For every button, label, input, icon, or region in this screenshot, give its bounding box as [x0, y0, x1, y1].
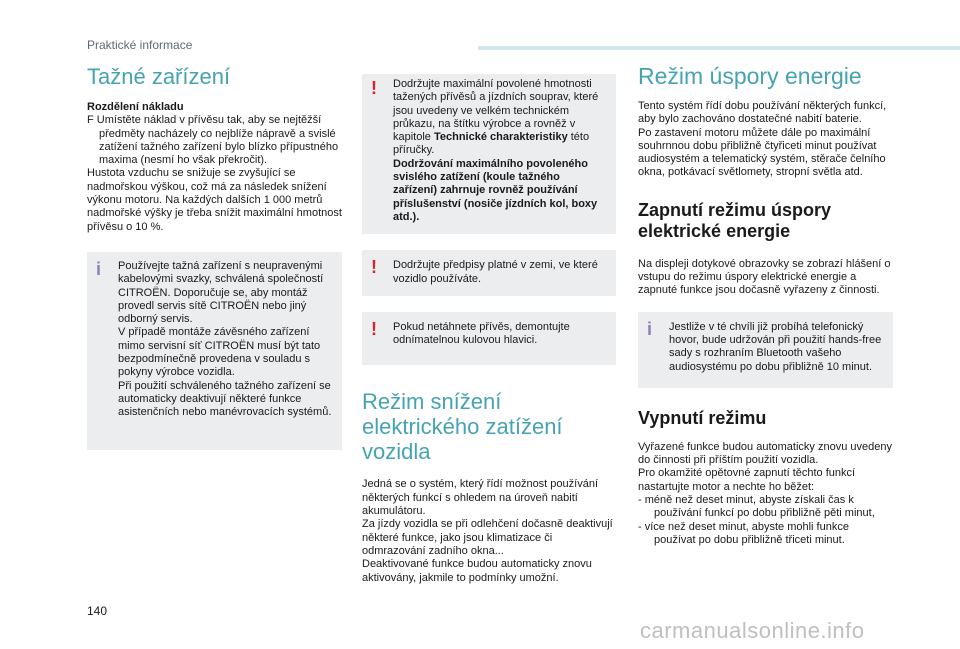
- chapter-ref: Technické charakteristiky: [433, 131, 568, 144]
- dash-text-1: méně než deset minut, abyste získali čas k používání funkcí po dobu přibližně pěti minut,: [644, 494, 875, 520]
- paragraph-load-2: Za jízdy vozidla se při odlehčení dočasně deaktivují některé funkce, jako jsou klimatizace či odmrazování zadního okna...: [362, 518, 613, 557]
- section-title-load-reduction: Režim snížení elektrického zatížení vozidla: [362, 389, 563, 465]
- warning-icon: !: [371, 257, 377, 278]
- warning-box-ball: [362, 312, 616, 366]
- warning-box-regulations: [362, 250, 616, 296]
- warning-vertical-load: Dodržování maximálního povoleného svislého zatížení (koule tažného zařízení) zahrnuje rovněž používání příslušenství (nosiče jízdních kol, boxy atd.).: [393, 157, 598, 223]
- subsection-title-activation: Zapnutí režimu úspory elektrické energie: [638, 199, 832, 241]
- warning-box-weights: [362, 74, 616, 234]
- column-load-reduction: [362, 74, 616, 585]
- bullet-icon: F: [87, 114, 94, 127]
- info-icon: i: [647, 318, 653, 339]
- paragraph-energy-1: Tento systém řídí dobu používání některých funkcí, aby bylo zachováno dostatečné nabití baterie.: [638, 100, 887, 126]
- subsection-title-deactivation: Vypnutí režimu: [638, 407, 767, 428]
- bullet-text: Umístěte náklad v přívěsu tak, aby se nejtěžší předměty nacházely co nejblíže nápravě a svislé zatížení tažného zařízení bylo blízko přípustného maxima (nesmí ho však překročit).: [96, 114, 339, 167]
- info-icon: i: [96, 258, 102, 279]
- info-line-3: Při použití schváleného tažného zařízení se automaticky deaktivují některé funkce asistenčních nebo manévrovacích systémů.: [118, 379, 332, 419]
- paragraph-energy-2: Po zastavení motoru můžete dále po maximální souhrnnou dobu přibližně čtyřiceti minut používat audiosystém a telematický systém, stěrače čelního okna, potkávací světlomety, stropní světla atd.: [638, 126, 886, 179]
- column-energy-economy: [638, 64, 893, 547]
- warning-weights-end: této příručky.: [393, 131, 590, 157]
- info-box-phone: [638, 312, 893, 388]
- paragraph-altitude: Hustota vzduchu se snižuje se zvyšující se nadmořskou výškou, což má za následek snížení výkonu motoru. Na každých dalších 1 000 metrů nadmořské výšky je třeba snížit maximální hmotnost přívěsu o 10 %.: [87, 167, 342, 233]
- warning-weights-text: [393, 78, 606, 158]
- info-line-2: V případě montáže závěsného zařízení mimo servisní síť CITROËN musí být tato bezpodmínečně provedena v souladu s pokyny výrobce vozidla.: [118, 326, 321, 379]
- running-header: Praktické informace: [87, 38, 193, 52]
- header-bar: [478, 46, 960, 50]
- warning-icon: !: [371, 78, 377, 98]
- section-title-energy-economy: Režim úspory energie: [638, 63, 862, 89]
- dash-marker: -: [638, 520, 642, 533]
- warning-icon: !: [371, 318, 377, 339]
- dash-item: [638, 494, 893, 521]
- info-phone-text: Jestliže v té chvíli již probíhá telefonický hovor, bude udržován při použití hands-free sady s rozhraním Bluetooth vašeho audiosystému po dobu přibližně 10 minut.: [669, 320, 882, 373]
- section-title-tow-hitch: Tažné zařízení: [87, 64, 231, 89]
- warning-ball-text: Pokud netáhnete přívěs, demontujte odnímatelnou kulovou hlavici.: [393, 320, 570, 347]
- watermark: carmanualsonline.info: [640, 618, 865, 643]
- info-box-hitch: [87, 252, 342, 450]
- paragraph-load-3: Deaktivované funkce budou automaticky znovu aktivovány, jakmile to podmínky umožní.: [362, 558, 592, 584]
- warning-weights-part: Dodržujte maximální povolené hmotnosti tažených přívěsů a jízdních souprav, které jsou uvedeny ve velkém technickém průkazu, na štítku výrobce a rovněž v kapitole: [393, 78, 599, 144]
- paragraph-activation: Na displeji dotykové obrazovky se zobrazí hlášení o vstupu do režimu úspory elektrické energie a zapnuté funkce jsou dočasně vyřazeny z činnosti.: [638, 257, 891, 297]
- column-tow-hitch: [87, 64, 342, 460]
- warning-regulations-text: Dodržujte předpisy platné v zemi, ve které vozidlo používáte.: [393, 259, 598, 285]
- info-line-1: Používejte tažná zařízení s neupravenými kabelovými svazky, schválená společností CITROËN. Doporučuje se, aby montáž provedl servis sítě CITROËN nebo jiný odborný servis.: [118, 259, 324, 326]
- dash-item: [638, 521, 893, 548]
- paragraph-load-1: Jedná se o systém, který řídí možnost používání některých funkcí s ohledem na úroveň nabití akumulátoru.: [362, 478, 598, 518]
- paragraph-deactivation-1: Vyřazené funkce budou automaticky znovu uvedeny do činnosti při příštím použití vozidla.: [638, 440, 892, 467]
- dash-marker: -: [638, 494, 642, 507]
- paragraph-deactivation-2: Pro okamžité opětovné zapnutí těchto funkcí nastartujte motor a nechte ho běžet:: [638, 467, 856, 493]
- bullet-item: [87, 114, 342, 167]
- subhead-load-distribution: Rozdělení nákladu: [87, 101, 184, 113]
- dash-text-2: více než deset minut, abyste mohli funkce používat po dobu přibližně třiceti minut.: [644, 520, 849, 546]
- page-number: 140: [87, 604, 108, 618]
